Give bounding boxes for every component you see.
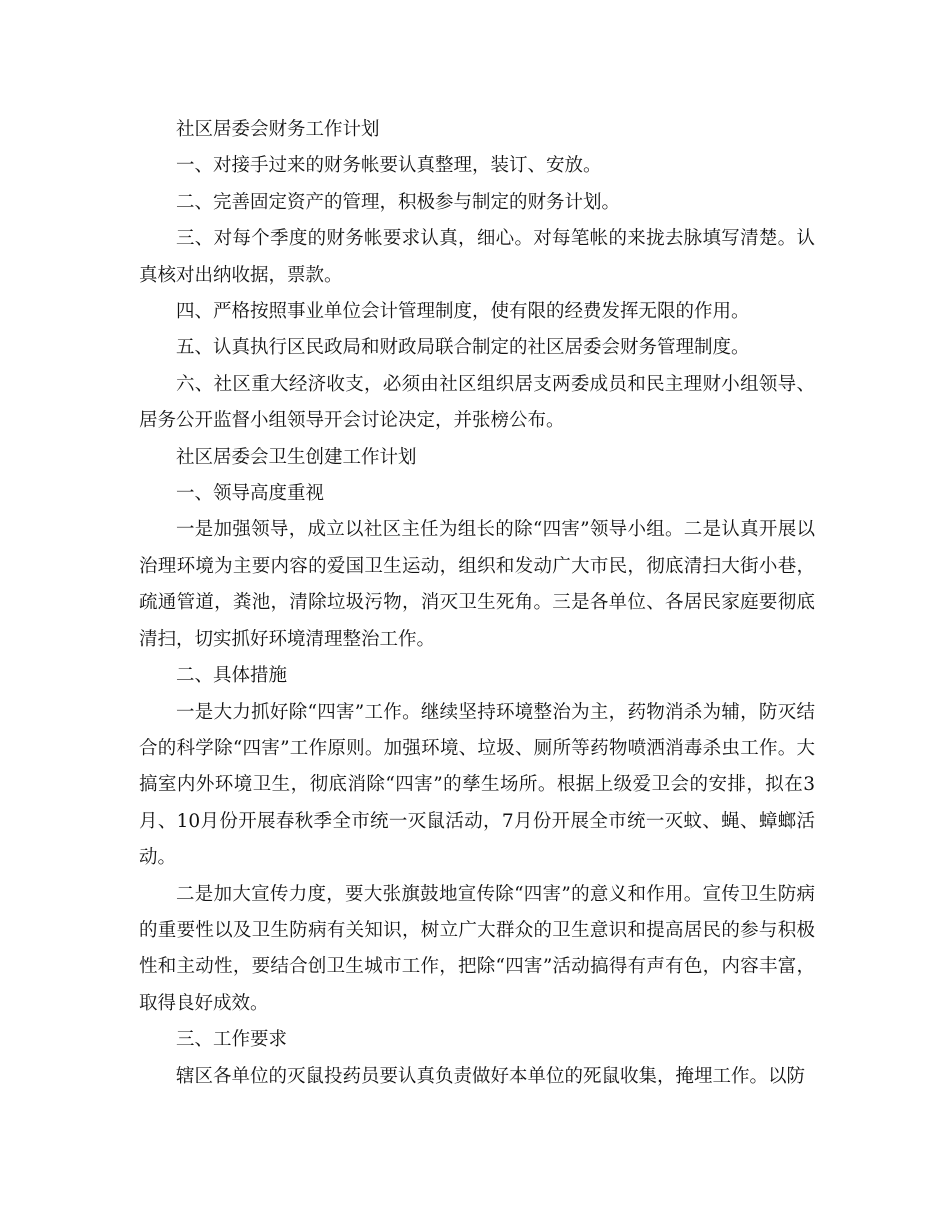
finance-item-5: 五、认真执行区民政局和财政局联合制定的社区居委会财务管理制度。	[176, 337, 750, 359]
hygiene-paragraph-3: 二是加大宣传力度，要大张旗鼓地宣传除“四害”的意义和作用。宣传卫生防病的重要性以及卫生防病有关知识，树立广大群众的卫生意识和提高居民的参与积极性和主动性，要结合创卫生城市工作，把除“四害”活动搞得有声有色，内容丰富，取得良好成效。	[139, 883, 815, 1014]
finance-item-2: 二、完善固定资产的管理，积极参与制定的财务计划。	[176, 191, 621, 213]
finance-item-3: 三、对每个季度的财务帐要求认真，细心。对每笔帐的来拢去脉填写清楚。认真核对出纳收据，票款。	[139, 228, 815, 286]
finance-item-6: 六、社区重大经济收支，必须由社区组织居支两委成员和民主理财小组领导、居务公开监督小组领导开会讨论决定，并张榜公布。	[139, 373, 815, 432]
section-title-finance: 社区居委会财务工作计划	[176, 119, 380, 140]
hygiene-paragraph-4: 辖区各单位的灭鼠投药员要认真负责做好本单位的死鼠收集，掩埋工作。以防	[176, 1065, 806, 1087]
document-body	[139, 112, 815, 1095]
finance-item-4: 四、严格按照事业单位会计管理制度，使有限的经费发挥无限的作用。	[176, 301, 750, 323]
hygiene-heading-1: 一、领导高度重视	[176, 483, 325, 505]
hygiene-paragraph-2: 一是大力抓好除“四害”工作。继续坚持环境整治为主，药物消杀为辅，防灭结合的科学除“四害”工作原则。加强环境、垃圾、厕所等药物喷洒消毒杀虫工作。大搞室内外环境卫生，彻底消除“四害”的孳生场所。根据上级爱卫会的安排，拟在3月、10月份开展春秋季全市统一灭鼠活动，7月份开展全市统一灭蚊、蝇、蟑螂活动。	[139, 701, 815, 869]
hygiene-paragraph-1: 一是加强领导，成立以社区主任为组长的除“四害”领导小组。二是认真开展以治理环境为主要内容的爱国卫生运动，组织和发动广大市民，彻底清扫大街小巷，疏通管道，粪池，清除垃圾污物，消灭卫生死角。三是各单位、各居民家庭要彻底清扫，切实抓好环境清理整治工作。	[139, 519, 815, 650]
finance-item-1: 一、对接手过来的财务帐要认真整理，装订、安放。	[176, 155, 602, 177]
section-title-hygiene: 社区居委会卫生创建工作计划	[176, 446, 417, 468]
hygiene-heading-3: 三、工作要求	[176, 1029, 288, 1051]
hygiene-heading-2: 二、具体措施	[176, 665, 288, 687]
